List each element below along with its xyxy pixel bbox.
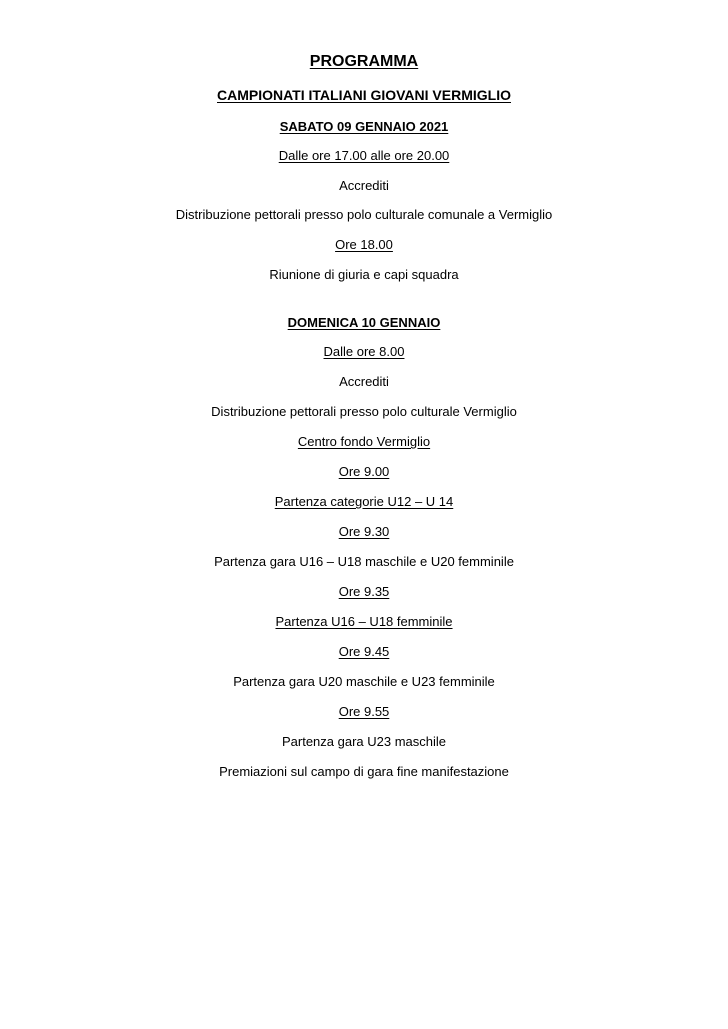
- day2-item-accrediti: Accrediti: [339, 374, 389, 389]
- day2-item-distribuzione: Distribuzione pettorali presso polo culturale Vermiglio: [211, 404, 517, 419]
- day2-time-1: Dalle ore 8.00: [323, 344, 405, 359]
- day2-item-partenza-u16-femminile: Partenza U16 – U18 femminile: [275, 614, 453, 629]
- day2-time-2: Ore 9.00: [338, 464, 390, 479]
- page-title: PROGRAMMA: [309, 53, 419, 70]
- day1-heading: SABATO 09 GENNAIO 2021: [279, 119, 449, 134]
- day2-item-partenza-u12: Partenza categorie U12 – U 14: [274, 494, 454, 509]
- day2-item-partenza-u20: Partenza gara U20 maschile e U23 femminile: [233, 674, 495, 689]
- day1-item-riunione: Riunione di giuria e capi squadra: [269, 267, 459, 282]
- day1-item-accrediti: Accrediti: [339, 178, 389, 193]
- day2-item-partenza-u16-maschile: Partenza gara U16 – U18 maschile e U20 femminile: [214, 554, 514, 569]
- day2-time-4: Ore 9.35: [338, 584, 390, 599]
- day1-time-2: Ore 18.00: [335, 237, 393, 252]
- day2-item-partenza-u23: Partenza gara U23 maschile: [281, 734, 447, 749]
- day2-time-3: Ore 9.30: [338, 524, 390, 539]
- day1-time-1: Dalle ore 17.00 alle ore 20.00: [278, 148, 450, 163]
- day2-time-5: Ore 9.45: [338, 644, 390, 659]
- day2-heading: DOMENICA 10 GENNAIO: [287, 315, 441, 330]
- day2-item-premiazioni: Premiazioni sul campo di gara fine manifestazione: [219, 764, 509, 779]
- day2-location: Centro fondo Vermiglio: [297, 434, 431, 449]
- event-title: CAMPIONATI ITALIANI GIOVANI VERMIGLIO: [217, 87, 511, 103]
- day1-item-distribuzione: Distribuzione pettorali presso polo culturale comunale a Vermiglio: [175, 207, 553, 222]
- day2-time-6: Ore 9.55: [338, 704, 390, 719]
